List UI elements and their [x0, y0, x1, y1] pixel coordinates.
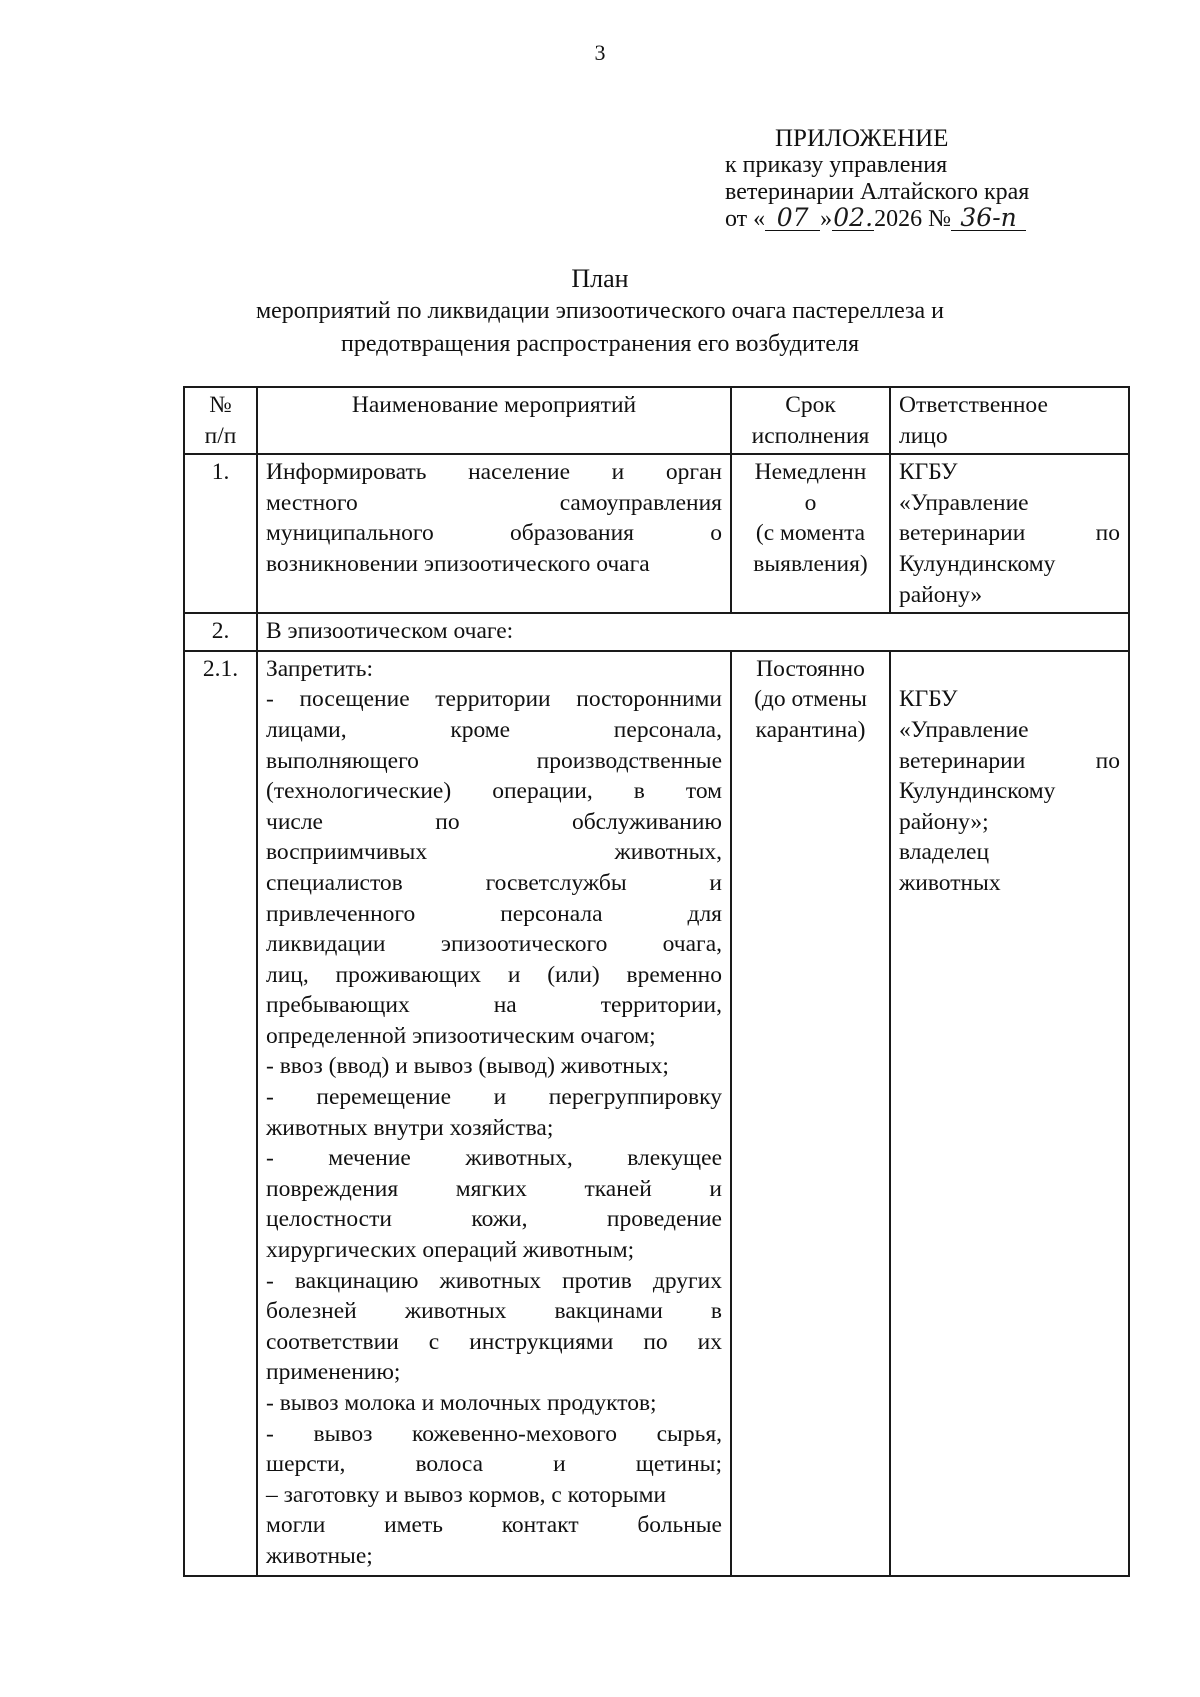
plan-table: [183, 386, 1130, 1577]
header-name: [257, 387, 731, 454]
row-2-1-name-line: - мечение животных, влекущее: [266, 1145, 722, 1172]
row-1-term-line: выявления): [753, 550, 868, 577]
row-2-1-name-line: ликвидации эпизоотического очага,: [266, 931, 722, 958]
row-2-1-resp-line: району»;: [899, 808, 989, 835]
handwritten-order-number: 36-п: [951, 206, 1026, 231]
row-2-1-name-line: болезней животных вакцинами в: [266, 1298, 722, 1325]
row-2-1-name-line: - вывоз кожевенно-мехового сырья,: [266, 1420, 722, 1447]
row-1-num: 1.: [184, 454, 257, 613]
row-2-1-resp-line: владелец: [899, 839, 990, 866]
header-resp: [890, 387, 1129, 454]
header-term-line-2: исполнения: [751, 422, 870, 449]
table-row: [184, 651, 1129, 1576]
row-1-name-line: Информировать население и орган: [266, 459, 722, 486]
row-2-1-name-line: - перемещение и перегруппировку: [266, 1084, 722, 1111]
row-1-name-line: местного самоуправления: [266, 489, 722, 516]
row-2-1-resp-line: Кулундинскому: [899, 778, 1056, 805]
header-term: [731, 387, 890, 454]
row-2-1-name-line: соответствии с инструкциями по их: [266, 1328, 722, 1355]
handwritten-month: 02.: [833, 203, 874, 232]
row-2-1-name-line: шерсти, волоса и щетины;: [266, 1451, 722, 1478]
header-name-text: Наименование мероприятий: [351, 392, 637, 418]
row-2-1-resp-line: КГБУ: [899, 686, 958, 713]
row-1-resp-line: «Управление: [899, 489, 1029, 516]
row-2-1-name-line: - посещение территории посторонними: [266, 686, 722, 713]
handwritten-day: 07: [765, 206, 820, 231]
row-2-1-resp-line: животных: [899, 869, 1001, 896]
row-2-num: 2.: [184, 613, 257, 651]
appendix-line-1: к приказу управления: [725, 152, 948, 178]
row-1-name: [257, 454, 731, 613]
row-1-name-line: возникновении эпизоотического очага: [266, 550, 650, 577]
header-resp-line-1: Ответственное: [899, 392, 1048, 418]
row-2-1-name-line: привлеченного персонала для: [266, 900, 722, 927]
header-num: [184, 387, 257, 454]
row-1-resp: [890, 454, 1129, 613]
row-1-term-line: о: [804, 489, 817, 516]
row-2-1-resp-line: ветеринарии по: [899, 747, 1120, 774]
header-resp-line-2: лицо: [899, 422, 948, 449]
row-2-1-name-line: повреждения мягких тканей и: [266, 1175, 722, 1202]
row-2-1-name-line: - вывоз молока и молочных продуктов;: [266, 1390, 657, 1416]
row-2-1-name: [257, 651, 731, 1576]
date-prefix: от «: [725, 206, 766, 232]
row-2-1-name-line: Запретить:: [266, 655, 374, 682]
row-2-1-term-line: Постоянно: [756, 655, 865, 682]
row-2-1-term-line: карантина): [755, 716, 866, 743]
row-2-1-name-line: восприимчивых животных,: [266, 839, 722, 866]
row-1-resp-line: району»: [899, 581, 983, 608]
row-2-1-name-line: – заготовку и вывоз кормов, с которыми: [266, 1481, 667, 1508]
row-2-1-name-line: специалистов госветслужбы и: [266, 869, 722, 896]
row-2-1-term: [731, 651, 890, 1576]
table-row: [184, 454, 1129, 613]
row-2-1-name-line: лицами, кроме персонала,: [266, 716, 722, 743]
row-2-1-name-line: могли иметь контакт больные: [266, 1512, 722, 1539]
row-2-name-text: В эпизоотическом очаге:: [266, 618, 514, 645]
appendix-line-2: ветеринарии Алтайского края: [725, 179, 1030, 205]
row-2-1-name-line: применению;: [266, 1359, 401, 1386]
appendix-title: ПРИЛОЖЕНИЕ: [775, 125, 949, 152]
table-header-row: [184, 387, 1129, 454]
row-2-1-name-line: животных внутри хозяйства;: [266, 1114, 554, 1141]
row-1-term: [731, 454, 890, 613]
plan-header: [150, 262, 1050, 361]
row-2-1-resp-line: «Управление: [899, 716, 1029, 743]
row-2-1-resp: [890, 651, 1129, 1576]
row-2-1-name-line: пребывающих на территории,: [266, 992, 722, 1019]
date-year: 2026 №: [874, 206, 952, 232]
row-2-1-term-line: (до отмены: [754, 686, 867, 713]
row-2-1-name-line: животные;: [266, 1542, 373, 1569]
row-1-resp-line: ветеринарии по: [899, 520, 1120, 547]
order-date-line: [725, 203, 1125, 233]
row-2-1-name-line: - ввоз (ввод) и вывоз (вывод) животных;: [266, 1053, 669, 1080]
row-2-1-name-line: хирургических операций животным;: [266, 1237, 635, 1264]
date-mid: »: [820, 206, 833, 232]
row-1-resp-line: КГБУ: [899, 459, 958, 486]
header-num-line-1: №: [209, 392, 232, 418]
plan-title: План: [571, 264, 629, 293]
row-2-1-name-line: - вакцинацию животных против других: [266, 1267, 722, 1294]
row-2-1-name-line: лиц, проживающих и (или) временно: [266, 961, 722, 988]
page-number: 3: [594, 40, 606, 65]
row-2-1-name-line: целостности кожи, проведение: [266, 1206, 722, 1233]
row-2-1-resp-spacer: [899, 654, 1120, 685]
row-2-1-name-line: числе по обслуживанию: [266, 808, 722, 835]
row-1-name-line: муниципального образования о: [266, 520, 722, 547]
table-row: [184, 613, 1129, 651]
row-2-1-name-line: выполняющего производственные: [266, 747, 722, 774]
row-1-term-line: (с момента: [755, 520, 866, 547]
row-2-1-num: 2.1.: [184, 651, 257, 1576]
row-2-name: [257, 613, 1129, 651]
row-2-1-name-line: (технологические) операции, в том: [266, 778, 722, 805]
header-num-line-2: п/п: [204, 422, 237, 449]
row-1-term-line: Немедленн: [754, 459, 867, 486]
appendix-block: [725, 125, 1125, 233]
plan-subtitle-line-1: мероприятий по ликвидации эпизоотического очага пастереллеза и: [255, 298, 945, 324]
header-term-line-1: Срок: [785, 392, 836, 418]
row-2-1-name-line: определенной эпизоотическим очагом;: [266, 1022, 656, 1049]
plan-subtitle-line-2: предотвращения распространения его возбудителя: [340, 331, 859, 357]
row-1-resp-line: Кулундинскому: [899, 550, 1056, 577]
